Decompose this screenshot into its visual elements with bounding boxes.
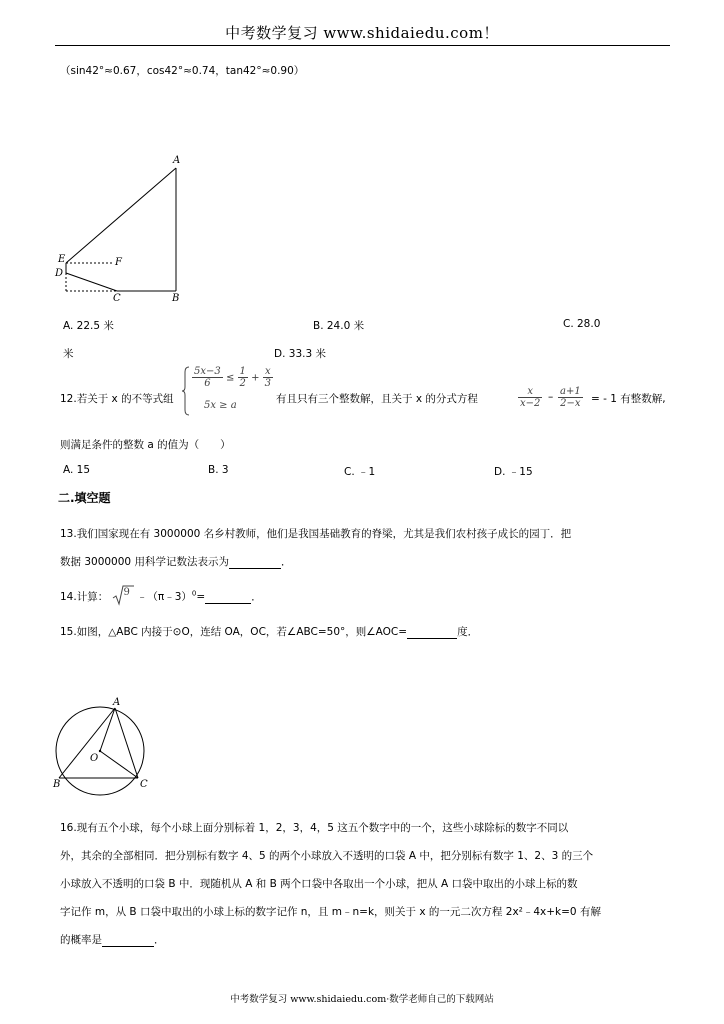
label-B: B [172, 293, 180, 304]
q12-middle: 有且只有三个整数解，且关于 x 的分式方程 [276, 393, 478, 405]
q15: 15.如图，△ABC 内接于⊙O，连结 OA，OC，若∠ABC=50°，则∠AOC= 度． [60, 626, 479, 638]
q16-answer-blank [102, 934, 154, 947]
section-title-fill-in: 二.填空题 [58, 491, 111, 505]
q12-line2: 则满足条件的整数 a 的值为（ ） [60, 439, 231, 451]
q16-line1: 16.现有五个小球，每个小球上面分别标着 1，2，3，4，5 这五个数字中的一个，这些小球除标的数字不同以 [60, 822, 569, 834]
line-EA [66, 168, 176, 263]
label-A: A [173, 155, 181, 166]
q12-fraction-1: $\frac{x}{x-2}$ [520, 386, 541, 409]
q12-option-a: A. 15 [63, 464, 91, 476]
q14: 14.计算： 9 ﹣（π﹣3）$^0$= ． [60, 587, 262, 603]
q13-answer-blank [229, 556, 281, 569]
label-O: O [90, 753, 99, 764]
label-D: D [55, 268, 64, 279]
line-AC [115, 708, 138, 778]
figure-building-diagram [50, 150, 190, 310]
q16-line3: 小球放入不透明的口袋 B 中．现随机从 A 和 B 两个口袋中各取出一个小球，把从 A 口袋中取出的小球上标的数 [60, 878, 578, 890]
q12-minus: – [548, 391, 554, 403]
q16-line2: 外，其余的全部相同．把分别标有数字 4、5 的两个小球放入不透明的口袋 A 中，把分别标有数字 1、2、3 的三个 [60, 850, 594, 862]
line-OA [100, 708, 115, 751]
trig-note: （sin42°≈0.67，cos42°≈0.74，tan42°≈0.90） [60, 65, 305, 77]
center-point [99, 750, 101, 752]
line-OC [100, 751, 138, 778]
q16-line4: 字记作 m，从 B 口袋中取出的小球上标的数字记作 n，且 m﹣n=k，则关于 x 的一元二次方程 2x²﹣4x+k=0 有解 [60, 906, 601, 918]
q11-option-a: A. 22.5 米 [63, 320, 114, 332]
q11-option-d: D. 33.3 米 [274, 348, 326, 360]
line-DC [66, 273, 117, 291]
q13-line2: 数据 3000000 用科学记数法表示为 ． [60, 556, 292, 568]
page-footer: 中考数学复习 www.shidaiedu.com·数学老师自己的下载网站 [230, 994, 494, 1005]
page-header: 中考数学复习 www.shidaiedu.com！ [225, 24, 499, 42]
q12-option-b: B. 3 [208, 464, 229, 476]
q12-option-c: C. ﹣1 [344, 466, 376, 478]
q16-line5: 的概率是 ． [60, 934, 165, 946]
q12-fraction-2: $\frac{a+1}{2-x}$ [560, 386, 581, 409]
label-F: F [115, 257, 122, 268]
q12-inequality-system [182, 366, 274, 416]
header-divider [55, 45, 670, 46]
q13-line1: 13.我们国家现在有 3000000 名乡村教师，他们是我国基础教育的脊梁，尤其是我们农村孩子成长的园丁．把 [60, 528, 572, 540]
sqrt-icon: 9 [112, 590, 134, 604]
label-B: B [53, 779, 61, 790]
q11-option-c-unit: 米 [63, 348, 74, 360]
q15-answer-blank [407, 626, 457, 639]
q11-option-b: B. 24.0 米 [313, 320, 365, 332]
brace-icon [182, 366, 190, 416]
q12-ineq1: $\frac{5x-3}{6}$ ≤ $\frac{1}{2}$ + $\frac{x}{3}$ [194, 366, 272, 389]
q14-answer-blank [205, 591, 251, 604]
figure-inscribed-triangle [50, 695, 160, 805]
q11-option-c: C. 28.0 [563, 318, 601, 330]
q12-ineq2: 5x ≥ a [204, 400, 237, 411]
label-E: E [58, 254, 66, 265]
q12-prefix: 12.若关于 x 的不等式组 [60, 393, 174, 405]
label-C: C [113, 293, 121, 304]
label-A: A [113, 697, 121, 708]
q12-option-d: D. ﹣15 [494, 466, 533, 478]
label-C: C [140, 779, 148, 790]
line-AB [59, 708, 115, 778]
q12-suffix: = - 1 有整数解, [591, 393, 666, 405]
